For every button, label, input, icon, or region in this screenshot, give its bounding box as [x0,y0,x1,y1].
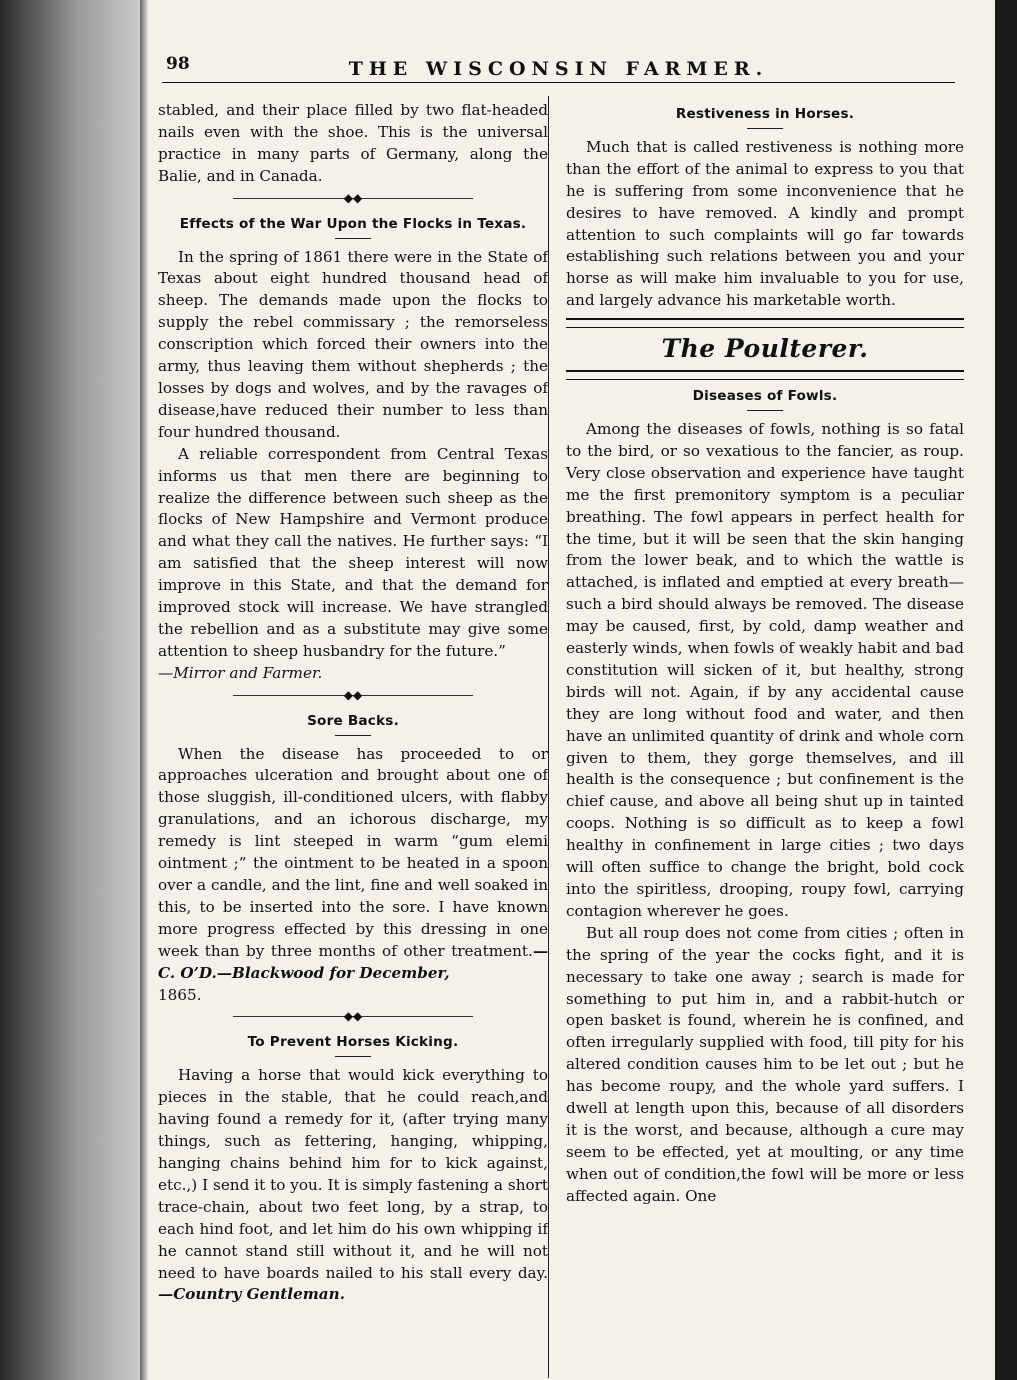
article-paragraph: But all roup does not come from cities ; often in the spring of the year the cocks fight, and it is necessary to take one away ; search is made for something to put him in, and a rabbit-hutch or open basket is found, wherein he is confined, and often irregularly supplied with food, till pity for his altered condition causes him to be let out ; but he has become roupy, and the whole yard suffers. I dwell at length upon this, because of all disorders it is the worst, and because, although a cure may seem to be effected, yet at moulting, or any time when out of condition,the fowl will be more or less affected again. One [566,923,964,1205]
article-body: Having a horse that would kick everything to pieces in the stable, that he could reach,and having found a remedy for it, (after trying many things, such as fettering, hanging, whipping, hanging chains behind him for to kick against, etc.,) I send it to you. It is simply fastening a short trace-chain, about two feet long, by a strap, to each hind foot, and let him do his own whipping if he cannot stand still without it, and he will not need to have boards nailed to his stall every day. [158,1066,548,1282]
title-rule [335,735,371,736]
column-divider [548,96,549,1378]
article-paragraph: Among the diseases of fowls, nothing is so fatal to the bird, or so vexatious to the fancier, as roup. Very close observation and experience have taught me the first premonitory symptom is a peculiar breathing. The fowl appears in perfect health for the time, but it will be seen that the skin hanging from the lower beak, and to which the wattle is attached, is inflated and emptied at every breath—such a bird should always be removed. The disease may be caused, first, by cold, damp weather and easterly winds, when fowls of weakly habit and bad constitution will sicken of it, but healthy, strong birds will not. Again, if by any accidental cause they are long without food and water, and then have an unlimited quantity of drink and whole corn given to them, they gorge themselves, and ill health is the consequence ; but confinement is the chief cause, and above all being shut up in tainted coops. Nothing is so difficult as to keep a fowl healthy in confinement in large cities ; two days will often suffice to change the bright, bold cock into the spiritless, drooping, roupy fowl, carrying contagion wherever he goes. [566,419,964,920]
article-source: —Mirror and Farmer. [158,663,323,682]
section-rule [566,370,964,380]
article-title-sore-backs: Sore Backs. [307,712,399,729]
article-separator [158,188,548,210]
intro-paragraph: stabled, and their place filled by two flat-headed nails even with the shoe. This is the universal practice in many parts of Germany, along the Balie, and in Canada. [158,101,548,185]
title-rule [747,128,783,129]
page-binding [140,0,148,1380]
article-year: 1865. [158,985,202,1004]
article-title-texas-flocks: Effects of the War Upon the Flocks in Texas. [179,215,527,232]
right-column [566,100,964,1208]
scan-background [0,0,145,1380]
page-number: 98 [166,54,190,74]
article-separator [158,1006,548,1028]
article-paragraph: A reliable correspondent from Central Texas informs us that men there are beginning to realize the difference between such sheep as the flocks of New Hampshire and Vermont produce and what they call the natives. He further says: “I am satisfied that the sheep interest will now improve in this State, and that the demand for improved stock will increase. We have strangled the rebellion and as a substitute may give some attention to sheep husbandry for the future.” [158,444,548,660]
section-rule [566,318,964,328]
separator-ornament-icon: ◆◆ [343,190,363,205]
left-column [158,100,548,1306]
newspaper-page [140,0,995,1380]
separator-ornament-icon: ◆◆ [343,687,363,702]
separator-ornament-icon: ◆◆ [343,1009,363,1024]
title-rule [335,238,371,239]
page-header [162,52,955,83]
article-signature: —C. O’D.—Blackwood for December, [158,941,548,982]
article-paragraph [158,744,548,985]
journal-title: THE WISCONSIN FARMER. [348,58,769,80]
article-title-horses-kicking: To Prevent Horses Kicking. [247,1034,459,1051]
article-title-diseases-fowls: Diseases of Fowls. [692,388,838,405]
section-heading: The Poulterer. [661,334,869,364]
article-body: When the disease has proceeded to or approaches ulceration and brought about one of those sluggish, ill-conditioned ulcers, with flabby granulations, and an ichorous discharge, my remedy is lint steeped in warm “gum elemi ointment ;” the ointment to be heated in a spoon over a candle, and the lint, fine and well soaked in this, to be inserted into the sore. I have known more progress effected by this dressing in one week than by three months of other treatment. [158,744,548,960]
title-rule [335,1056,371,1057]
article-source: —Country Gentleman. [158,1285,345,1304]
article-paragraph: In the spring of 1861 there were in the State of Texas about eight hundred thousand head of sheep. The demands made upon the flocks to supply the rebel commissary ; the remorseless conscription which forced their owners into the army, thus leaving them without shepherds ; the losses by dogs and wolves, and by the ravages of disease,have reduced their number to less than four hundred thousand. [158,247,548,441]
title-rule [747,410,783,411]
article-paragraph [158,1065,548,1306]
article-title-restiveness: Restiveness in Horses. [675,106,855,122]
article-separator [158,685,548,707]
article-paragraph: Much that is called restiveness is nothing more than the effort of the animal to express to you that he is suffering from some inconvenience that he desires to have removed. A kindly and prompt attention to such complaints will go far towards establishing such relations between you and your horse as will make him invaluable to you for use, and largely advance his marketable worth. [566,137,964,310]
